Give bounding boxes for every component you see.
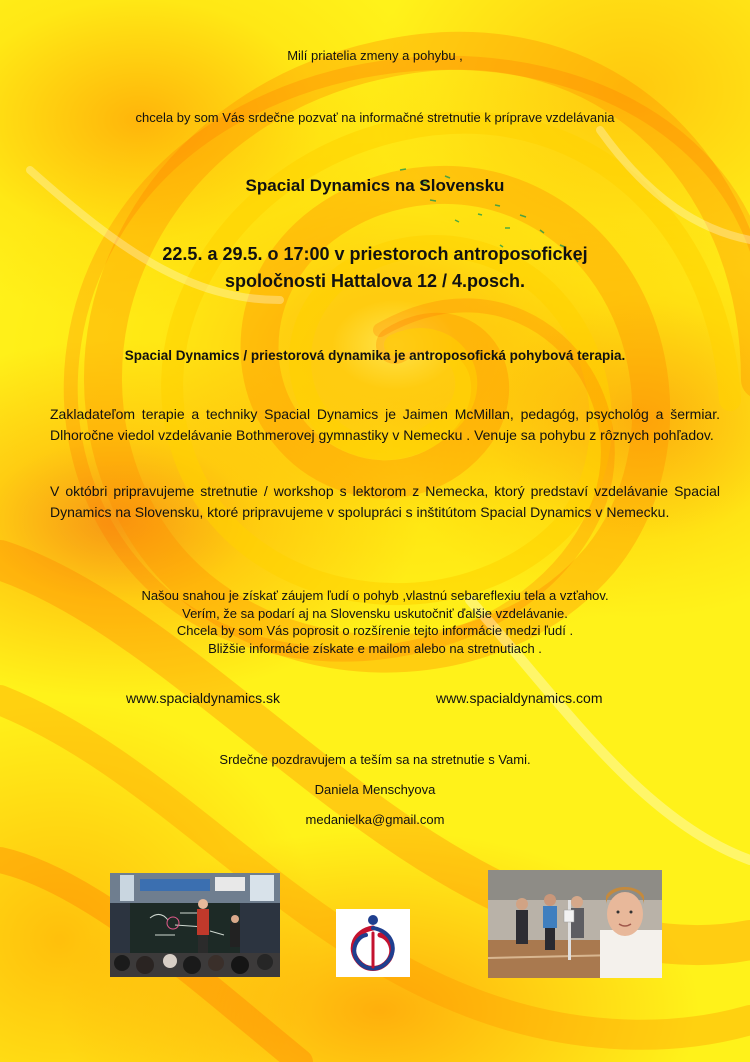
closing-line-3: Chcela by som Vás poprosit o rozšírenie tejto informácie medzi ľudí .	[176, 623, 574, 638]
main-title: Spacial Dynamics na Slovensku	[245, 176, 505, 195]
closing-block	[0, 587, 750, 657]
author-name: Daniela Menschyova	[314, 782, 436, 797]
closing-line-4: Bližšie informácie získate e mailom alebo na stretnutiach .	[208, 640, 542, 656]
closing-line-2: Verím, že sa podarí aj na Slovensku uskutočniť ďalšie vzdelávanie.	[182, 605, 568, 621]
signoff: Srdečne pozdravujem a teším sa na stretnutie s Vami.	[219, 752, 531, 767]
greeting: Milí priatelia zmeny a pohybu ,	[287, 48, 463, 63]
event-line-2: spoločnosti Hattalova 12 / 4.posch.	[224, 271, 526, 291]
website-sk-link[interactable]: www.spacialdynamics.sk	[126, 690, 281, 706]
paragraph-workshop: V októbri pripravujeme stretnutie / workshop s lektorom z Nemecka, ktorý predstaví vzdelávanie Spacial Dynamics na Slovensku, ktoré pripravujeme v spolupráci s inštitútom Spacial Dynamics v Nemecku.	[50, 483, 720, 520]
invitation-text: chcela by som Vás srdečne pozvať na informačné stretnutie k príprave vzdelávania	[135, 110, 615, 125]
website-com-link[interactable]: www.spacialdynamics.com	[436, 690, 603, 706]
spacial-dynamics-logo	[336, 909, 410, 977]
email-link[interactable]: medanielka@gmail.com	[305, 812, 445, 827]
gym-workshop-photo	[488, 870, 662, 978]
paragraph-founder: Zakladateľom terapie a techniky Spacial Dynamics je Jaimen McMillan, pedagóg, psychológ a šermiar. Dlhoročne viedol vzdelávanie Bothmerovej gymnastiky v Nemecku . Venuje sa pohybu z rôznych pohľadov.	[50, 406, 720, 443]
classroom-photo	[110, 873, 280, 977]
closing-line-1: Našou snahou je získať záujem ľudí o pohyb ,vlastnú sebareflexiu tela a vzťahov.	[141, 588, 609, 603]
tagline: Spacial Dynamics / priestorová dynamika je antroposofická pohybová terapia.	[124, 348, 626, 363]
event-line-1: 22.5. a 29.5. o 17:00 v priestoroch antroposofickej	[162, 244, 588, 264]
event-details	[0, 241, 750, 295]
